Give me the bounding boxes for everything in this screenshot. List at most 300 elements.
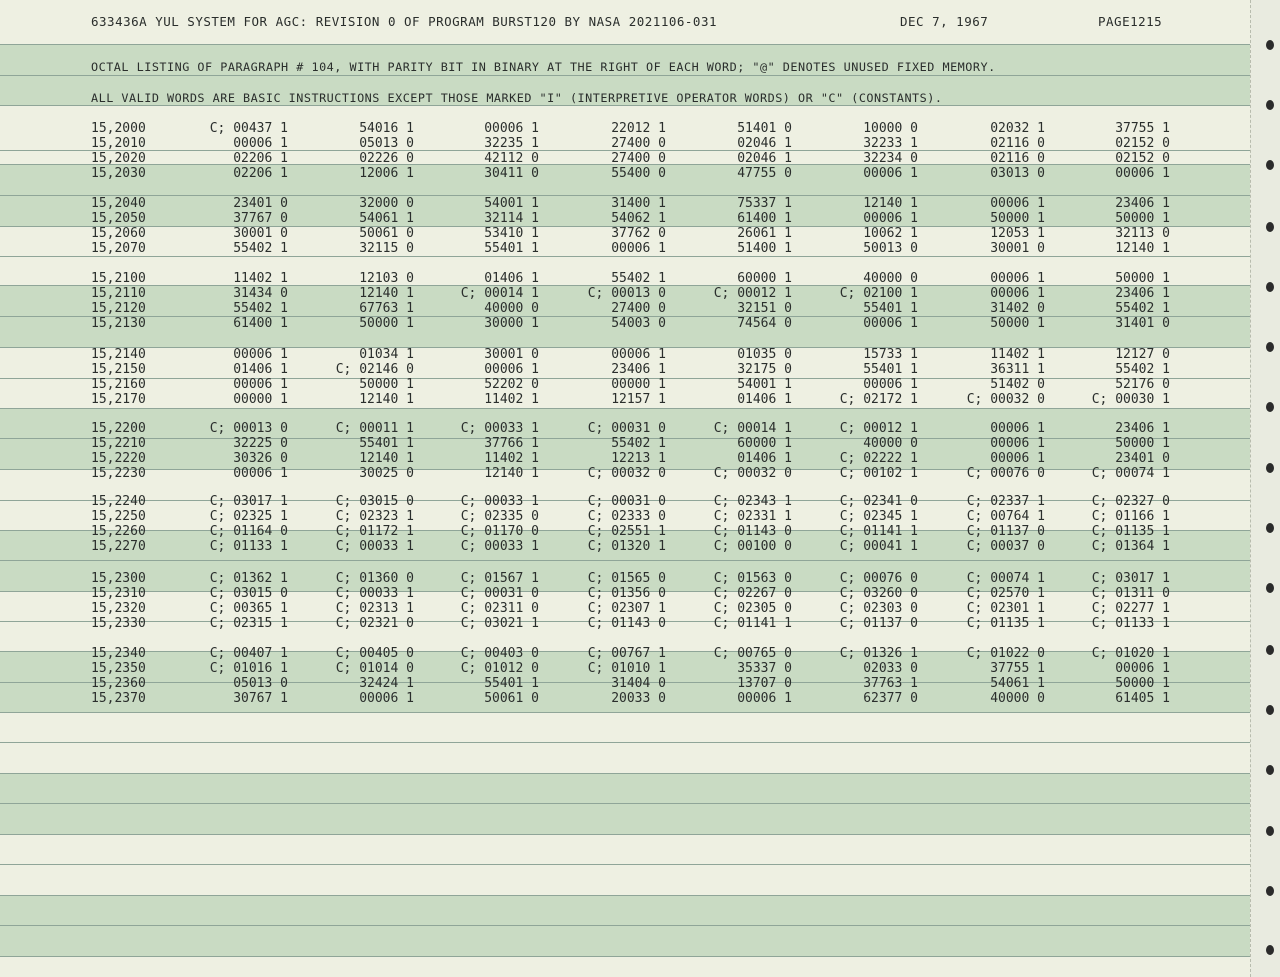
listing-word: C; 03017 1 (1091, 571, 1170, 586)
header-description: OCTAL LISTING OF PARAGRAPH # 104, WITH PARITY BIT IN BINARY AT THE RIGHT OF EACH WORD; "@" DENOTES UNUSED FIXED MEMORY. (91, 60, 996, 74)
listing-word: 12140 1 (359, 286, 414, 301)
listing-word: C; 01135 1 (1091, 524, 1170, 539)
listing-word: 32424 1 (359, 676, 414, 691)
listing-address: 15,2300 (91, 571, 146, 586)
listing-word: 52202 0 (484, 377, 539, 392)
listing-word: 12140 1 (359, 451, 414, 466)
listing-word: C; 00074 1 (1091, 466, 1170, 481)
listing-word: 12140 1 (484, 466, 539, 481)
listing-word: C; 01014 0 (335, 661, 414, 676)
listing-word: C; 01166 1 (1091, 509, 1170, 524)
listing-word: C; 00405 0 (335, 646, 414, 661)
ruled-line (0, 773, 1250, 774)
listing-word: 15733 1 (863, 347, 918, 362)
listing-word: C; 01137 0 (966, 524, 1045, 539)
listing-word: 00006 1 (233, 377, 288, 392)
listing-word: 12140 1 (359, 392, 414, 407)
feed-hole (1266, 160, 1274, 170)
listing-word: 11402 1 (484, 392, 539, 407)
listing-word: C; 01010 1 (587, 661, 666, 676)
listing-word: 05013 0 (359, 136, 414, 151)
listing-word: 32115 0 (359, 241, 414, 256)
listing-word: 00006 1 (863, 166, 918, 181)
listing-word: 01034 1 (359, 347, 414, 362)
listing-address: 15,2230 (91, 466, 146, 481)
listing-word: 40000 0 (990, 691, 1045, 706)
listing-word: 55402 1 (1115, 301, 1170, 316)
listing-word: 55401 1 (484, 241, 539, 256)
listing-word: 50013 0 (863, 241, 918, 256)
listing-word: 00006 1 (863, 211, 918, 226)
listing-word: 12157 1 (611, 392, 666, 407)
listing-word: 00006 1 (990, 271, 1045, 286)
listing-word: 54061 1 (359, 211, 414, 226)
listing-word: 52176 0 (1115, 377, 1170, 392)
listing-word: C; 01311 0 (1091, 586, 1170, 601)
listing-address: 15,2370 (91, 691, 146, 706)
listing-word: 61405 1 (1115, 691, 1170, 706)
listing-word: C; 00365 1 (209, 601, 288, 616)
listing-word: C; 02315 1 (209, 616, 288, 631)
listing-word: 11402 1 (484, 451, 539, 466)
listing-address: 15,2320 (91, 601, 146, 616)
ruled-line (0, 105, 1250, 106)
listing-word: C; 00033 1 (460, 539, 539, 554)
listing-word: 02116 0 (990, 151, 1045, 166)
listing-word: 02116 0 (990, 136, 1045, 151)
listing-word: 02152 0 (1115, 136, 1170, 151)
listing-word: C; 02323 1 (335, 509, 414, 524)
listing-word: C; 01141 1 (839, 524, 918, 539)
listing-word: C; 00032 0 (713, 466, 792, 481)
listing-word: C; 02325 1 (209, 509, 288, 524)
listing-word: 02206 1 (233, 166, 288, 181)
listing-word: 50061 0 (359, 226, 414, 241)
tractor-feed-strip (1250, 0, 1280, 977)
listing-word: 51400 1 (737, 241, 792, 256)
listing-word: C; 01164 0 (209, 524, 288, 539)
listing-word: 23401 0 (233, 196, 288, 211)
listing-word: 53410 1 (484, 226, 539, 241)
listing-word: 00006 1 (484, 362, 539, 377)
listing-word: C; 01565 0 (587, 571, 666, 586)
listing-word: 51402 0 (990, 377, 1045, 392)
listing-word: 54016 1 (359, 121, 414, 136)
listing-word: C; 00013 0 (209, 421, 288, 436)
header-legend: ALL VALID WORDS ARE BASIC INSTRUCTIONS EXCEPT THOSE MARKED "I" (INTERPRETIVE OPERATOR WORDS) OR "C" (CONSTANTS). (91, 91, 943, 105)
listing-word: 02046 1 (737, 151, 792, 166)
listing-word: 30326 0 (233, 451, 288, 466)
listing-word: 50000 1 (1115, 211, 1170, 226)
feed-hole (1266, 583, 1274, 593)
listing-word: 12103 0 (359, 271, 414, 286)
listing-word: 55401 1 (863, 362, 918, 377)
listing-word: C; 02305 0 (713, 601, 792, 616)
listing-word: 50000 1 (1115, 676, 1170, 691)
listing-word: 00006 1 (990, 286, 1045, 301)
feed-hole (1266, 463, 1274, 473)
listing-word: C; 01326 1 (839, 646, 918, 661)
listing-word: C; 00767 1 (587, 646, 666, 661)
listing-word: 30001 0 (990, 241, 1045, 256)
listing-word: 02206 1 (233, 151, 288, 166)
listing-address: 15,2160 (91, 377, 146, 392)
listing-word: C; 01016 1 (209, 661, 288, 676)
listing-address: 15,2340 (91, 646, 146, 661)
listing-word: 50000 1 (359, 316, 414, 331)
listing-word: 37755 1 (1115, 121, 1170, 136)
listing-word: C; 00076 0 (966, 466, 1045, 481)
listing-word: 31434 0 (233, 286, 288, 301)
listing-word: 30767 1 (233, 691, 288, 706)
listing-address: 15,2330 (91, 616, 146, 631)
listing-word: 74564 0 (737, 316, 792, 331)
listing-word: 11402 1 (990, 347, 1045, 362)
feed-hole (1266, 765, 1274, 775)
listing-word: C; 00013 0 (587, 286, 666, 301)
listing-word: C; 00030 1 (1091, 392, 1170, 407)
listing-word: 02152 0 (1115, 151, 1170, 166)
listing-word: 75337 1 (737, 196, 792, 211)
listing-word: 12127 0 (1115, 347, 1170, 362)
listing-word: 37755 1 (990, 661, 1045, 676)
listing-word: 37763 1 (863, 676, 918, 691)
listing-word: 50000 1 (1115, 436, 1170, 451)
listing-word: 00000 1 (611, 377, 666, 392)
listing-word: 30001 0 (484, 347, 539, 362)
listing-word: C; 01020 1 (1091, 646, 1170, 661)
listing-word: 23406 1 (1115, 421, 1170, 436)
listing-word: 11402 1 (233, 271, 288, 286)
listing-word: 32175 0 (737, 362, 792, 377)
listing-address: 15,2030 (91, 166, 146, 181)
feed-hole (1266, 100, 1274, 110)
listing-word: C; 01135 1 (966, 616, 1045, 631)
listing-word: 37766 1 (484, 436, 539, 451)
listing-word: C; 01362 1 (209, 571, 288, 586)
listing-word: 01406 1 (737, 451, 792, 466)
header-page: PAGE1215 (1098, 14, 1163, 29)
listing-word: C; 00032 0 (966, 392, 1045, 407)
listing-word: C; 02341 0 (839, 494, 918, 509)
ruled-line (0, 803, 1250, 804)
listing-word: 02046 1 (737, 136, 792, 151)
listing-word: 22012 1 (611, 121, 666, 136)
listing-word: 03013 0 (990, 166, 1045, 181)
listing-word: C; 00031 0 (587, 494, 666, 509)
listing-address: 15,2020 (91, 151, 146, 166)
ruled-line (0, 44, 1250, 45)
listing-word: 10000 0 (863, 121, 918, 136)
listing-word: 01406 1 (737, 392, 792, 407)
listing-word: 32151 0 (737, 301, 792, 316)
listing-word: 01035 0 (737, 347, 792, 362)
listing-word: C; 00032 0 (587, 466, 666, 481)
listing-word: 27400 0 (611, 301, 666, 316)
listing-address: 15,2150 (91, 362, 146, 377)
listing-word: C; 00037 0 (966, 539, 1045, 554)
listing-word: C; 00012 1 (839, 421, 918, 436)
listing-word: 00006 1 (233, 466, 288, 481)
listing-word: C; 02311 0 (460, 601, 539, 616)
listing-word: C; 01133 1 (1091, 616, 1170, 631)
listing-word: 31404 0 (611, 676, 666, 691)
listing-address: 15,2140 (91, 347, 146, 362)
listing-word: 54061 1 (990, 676, 1045, 691)
feed-hole (1266, 402, 1274, 412)
listing-word: C; 02303 0 (839, 601, 918, 616)
listing-word: 01406 1 (484, 271, 539, 286)
listing-word: C; 00033 1 (460, 494, 539, 509)
listing-word: 27400 0 (611, 151, 666, 166)
listing-word: 32233 1 (863, 136, 918, 151)
listing-word: 30025 0 (359, 466, 414, 481)
listing-word: 55401 1 (359, 436, 414, 451)
listing-word: C; 02313 1 (335, 601, 414, 616)
listing-word: 00006 1 (863, 377, 918, 392)
listing-address: 15,2310 (91, 586, 146, 601)
listing-address: 15,2040 (91, 196, 146, 211)
listing-word: 00006 1 (1115, 166, 1170, 181)
listing-word: 00006 1 (484, 121, 539, 136)
listing-word: 40000 0 (863, 436, 918, 451)
listing-word: C; 00102 1 (839, 466, 918, 481)
listing-address: 15,2350 (91, 661, 146, 676)
listing-word: C; 00031 0 (587, 421, 666, 436)
listing-word: C; 00437 1 (209, 121, 288, 136)
listing-word: C; 01022 0 (966, 646, 1045, 661)
listing-word: 00006 1 (863, 316, 918, 331)
listing-word: C; 02570 1 (966, 586, 1045, 601)
listing-word: 54001 1 (737, 377, 792, 392)
listing-word: C; 02333 0 (587, 509, 666, 524)
listing-word: 12053 1 (990, 226, 1045, 241)
listing-word: C; 02343 1 (713, 494, 792, 509)
listing-word: C; 00403 0 (460, 646, 539, 661)
listing-word: 55402 1 (1115, 362, 1170, 377)
listing-word: C; 00033 1 (335, 539, 414, 554)
listing-address: 15,2100 (91, 271, 146, 286)
listing-word: 12006 1 (359, 166, 414, 181)
ruled-line (0, 864, 1250, 865)
listing-word: 23401 0 (1115, 451, 1170, 466)
ruled-line (0, 956, 1250, 957)
listing-address: 15,2250 (91, 509, 146, 524)
listing-word: 50000 1 (990, 211, 1045, 226)
listing-word: C; 01356 0 (587, 586, 666, 601)
listing-address: 15,2050 (91, 211, 146, 226)
feed-hole (1266, 705, 1274, 715)
listing-word: C; 00033 1 (335, 586, 414, 601)
listing-word: C; 02321 0 (335, 616, 414, 631)
listing-word: C; 00012 1 (713, 286, 792, 301)
listing-word: 02032 1 (990, 121, 1045, 136)
listing-word: 32000 0 (359, 196, 414, 211)
feed-hole (1266, 645, 1274, 655)
listing-word: 50000 1 (990, 316, 1045, 331)
listing-word: C; 03017 1 (209, 494, 288, 509)
listing-address: 15,2060 (91, 226, 146, 241)
listing-word: C; 02146 0 (335, 362, 414, 377)
listing-word: C; 01143 0 (713, 524, 792, 539)
listing-word: 12140 1 (863, 196, 918, 211)
listing-word: 32235 1 (484, 136, 539, 151)
listing-word: C; 01133 1 (209, 539, 288, 554)
listing-word: C; 00011 1 (335, 421, 414, 436)
listing-word: C; 02331 1 (713, 509, 792, 524)
listing-word: C; 02301 1 (966, 601, 1045, 616)
listing-word: C; 00033 1 (460, 421, 539, 436)
ruled-line (0, 256, 1250, 257)
listing-address: 15,2000 (91, 121, 146, 136)
listing-word: 60000 1 (737, 271, 792, 286)
listing-word: C; 00014 1 (460, 286, 539, 301)
listing-word: 00006 1 (611, 241, 666, 256)
listing-word: 05013 0 (233, 676, 288, 691)
listing-word: 01406 1 (233, 362, 288, 377)
listing-word: 30000 1 (484, 316, 539, 331)
listing-word: 55401 1 (484, 676, 539, 691)
listing-word: 23406 1 (1115, 286, 1170, 301)
listing-word: C; 02337 1 (966, 494, 1045, 509)
feed-hole (1266, 886, 1274, 896)
listing-word: 50000 1 (359, 377, 414, 392)
listing-word: 12140 1 (1115, 241, 1170, 256)
listing-word: 10062 1 (863, 226, 918, 241)
listing-word: C; 02277 1 (1091, 601, 1170, 616)
listing-word: 31402 0 (990, 301, 1045, 316)
listing-word: 35337 0 (737, 661, 792, 676)
listing-address: 15,2010 (91, 136, 146, 151)
listing-word: C; 01143 0 (587, 616, 666, 631)
ruled-line (0, 895, 1250, 896)
listing-word: 00006 1 (233, 347, 288, 362)
listing-address: 15,2270 (91, 539, 146, 554)
listing-word: 51401 0 (737, 121, 792, 136)
listing-word: 32114 1 (484, 211, 539, 226)
listing-word: 00006 1 (233, 136, 288, 151)
listing-address: 15,2260 (91, 524, 146, 539)
listing-word: 36311 1 (990, 362, 1045, 377)
listing-word: 32113 0 (1115, 226, 1170, 241)
ruled-line (0, 742, 1250, 743)
listing-word: 67763 1 (359, 301, 414, 316)
feed-hole (1266, 40, 1274, 50)
listing-word: C; 00074 1 (966, 571, 1045, 586)
listing-word: 02033 0 (863, 661, 918, 676)
listing-word: C; 01137 0 (839, 616, 918, 631)
listing-word: 37762 0 (611, 226, 666, 241)
listing-word: C; 01012 0 (460, 661, 539, 676)
listing-word: C; 01141 1 (713, 616, 792, 631)
listing-word: 00006 1 (359, 691, 414, 706)
listing-word: C; 01567 1 (460, 571, 539, 586)
listing-word: 00000 1 (233, 392, 288, 407)
listing-address: 15,2170 (91, 392, 146, 407)
listing-word: C; 00407 1 (209, 646, 288, 661)
listing-word: C; 01170 0 (460, 524, 539, 539)
listing-word: 00006 1 (990, 196, 1045, 211)
listing-word: 00006 1 (990, 436, 1045, 451)
listing-word: C; 01360 0 (335, 571, 414, 586)
listing-address: 15,2200 (91, 421, 146, 436)
listing-word: 60000 1 (737, 436, 792, 451)
listing-word: 42112 0 (484, 151, 539, 166)
listing-word: 12213 1 (611, 451, 666, 466)
listing-word: 55402 1 (611, 271, 666, 286)
listing-word: C; 03260 0 (839, 586, 918, 601)
listing-word: 31401 0 (1115, 316, 1170, 331)
listing-word: 26061 1 (737, 226, 792, 241)
listing-word: 23406 1 (1115, 196, 1170, 211)
listing-word: 00006 1 (1115, 661, 1170, 676)
listing-address: 15,2070 (91, 241, 146, 256)
feed-hole (1266, 945, 1274, 955)
listing-word: 40000 0 (484, 301, 539, 316)
listing-address: 15,2220 (91, 451, 146, 466)
feed-hole (1266, 342, 1274, 352)
ruled-line (0, 75, 1250, 76)
listing-word: 30001 0 (233, 226, 288, 241)
listing-word: 23406 1 (611, 362, 666, 377)
listing-address: 15,2360 (91, 676, 146, 691)
feed-hole (1266, 523, 1274, 533)
listing-word: C; 02345 1 (839, 509, 918, 524)
listing-word: 55402 1 (611, 436, 666, 451)
listing-address: 15,2110 (91, 286, 146, 301)
listing-word: 30411 0 (484, 166, 539, 181)
listing-word: 20033 0 (611, 691, 666, 706)
listing-word: C; 00100 0 (713, 539, 792, 554)
listing-word: 37767 0 (233, 211, 288, 226)
listing-word: 54003 0 (611, 316, 666, 331)
listing-word: 27400 0 (611, 136, 666, 151)
listing-word: C; 01364 1 (1091, 539, 1170, 554)
listing-word: 55402 1 (233, 241, 288, 256)
listing-word: 00006 1 (611, 347, 666, 362)
listing-word: C; 02335 0 (460, 509, 539, 524)
ruled-line (0, 834, 1250, 835)
listing-address: 15,2120 (91, 301, 146, 316)
listing-word: C; 00765 0 (713, 646, 792, 661)
ruled-line (0, 712, 1250, 713)
listing-word: 55400 0 (611, 166, 666, 181)
listing-word: 13707 0 (737, 676, 792, 691)
listing-word: 55401 1 (863, 301, 918, 316)
ruled-line (0, 925, 1250, 926)
listing-word: C; 02100 1 (839, 286, 918, 301)
listing-word: C; 02267 0 (713, 586, 792, 601)
listing-word: C; 02307 1 (587, 601, 666, 616)
listing-word: 00006 1 (990, 421, 1045, 436)
listing-word: 32225 0 (233, 436, 288, 451)
listing-word: 02226 0 (359, 151, 414, 166)
listing-word: C; 00076 0 (839, 571, 918, 586)
listing-word: 32234 0 (863, 151, 918, 166)
listing-address: 15,2240 (91, 494, 146, 509)
listing-word: 00006 1 (990, 451, 1045, 466)
listing-word: C; 00031 0 (460, 586, 539, 601)
listing-word: C; 03015 0 (209, 586, 288, 601)
ruled-line (0, 408, 1250, 409)
listing-word: C; 02222 1 (839, 451, 918, 466)
ruled-line (0, 560, 1250, 561)
listing-word: 62377 0 (863, 691, 918, 706)
feed-hole (1266, 282, 1274, 292)
listing-word: C; 01172 1 (335, 524, 414, 539)
listing-word: 61400 1 (737, 211, 792, 226)
listing-word: 54062 1 (611, 211, 666, 226)
